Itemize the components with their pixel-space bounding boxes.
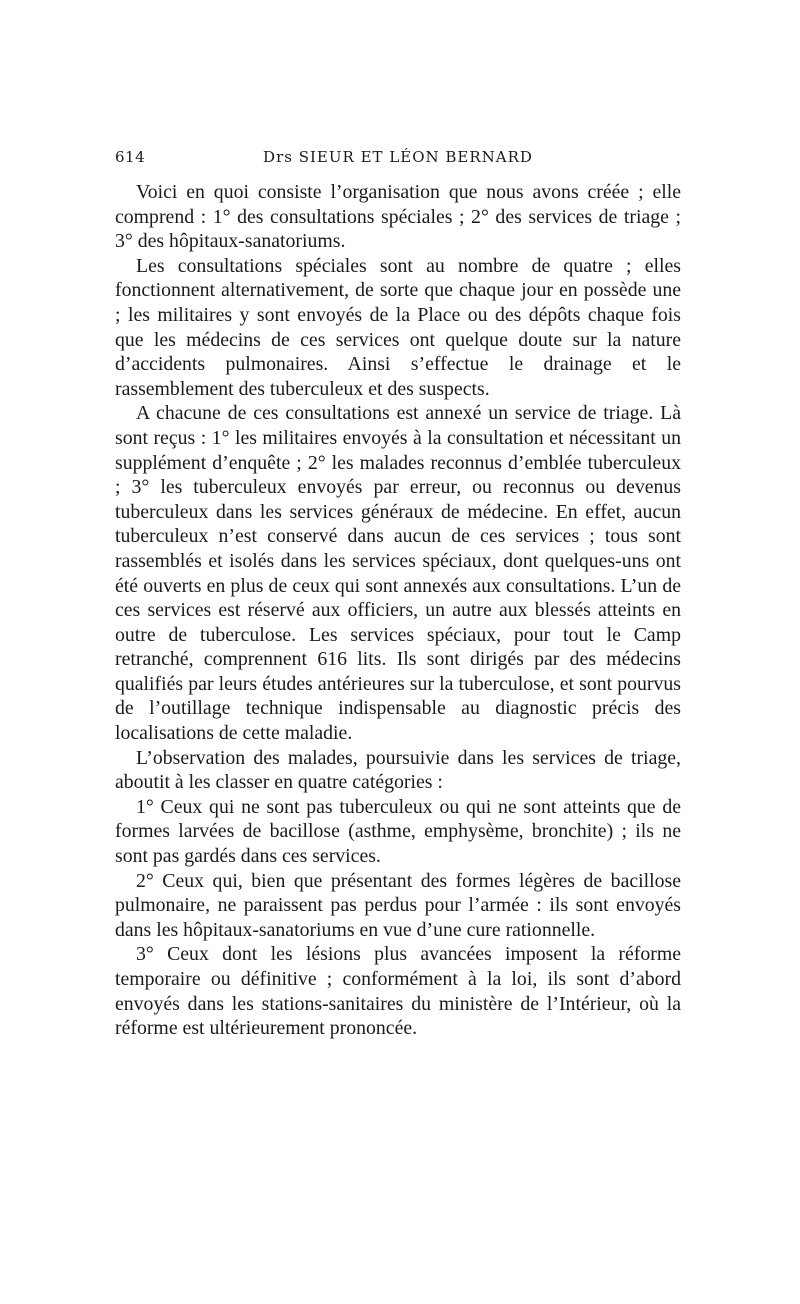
paragraph-category-3: 3° Ceux dont les lésions plus avancées imposent la réforme temporaire ou définitive ; conformément à la loi, ils sont d’abord envoyés dans les stations-sanitaires du ministère de l’Intérieur, où la réforme est ultérieurement prononcée. — [115, 943, 681, 1040]
header-title: Drs SIEUR ET LÉON BERNARD — [263, 148, 533, 166]
body-text — [115, 180, 681, 1041]
paragraph-category-2: 2° Ceux qui, bien que présentant des formes légères de bacillose pulmonaire, ne paraissent pas perdus pour l’armée : ils sont envoyés dans les hôpitaux-sanatoriums en vue d’une cure rationnelle. — [115, 869, 681, 941]
paragraph-categories-intro: L’observation des malades, poursuivie dans les services de triage, aboutit à les classer en quatre catégories : — [115, 746, 681, 794]
paragraph-organisation: Voici en quoi consiste l’organisation que nous avons créée ; elle comprend : 1° des consultations spéciales ; 2° des services de triage ; 3° des hôpitaux-sanatoriums. — [115, 181, 681, 253]
page-number: 614 — [115, 148, 146, 166]
running-header — [115, 148, 681, 172]
paragraph-consultations: Les consultations spéciales sont au nombre de quatre ; elles fonctionnent alternativement, de sorte que chaque jour en possède une ; les militaires y sont envoyés de la Place ou des dépôts chaque fois que les médecins de ces services ont quelque doute sur la nature d’accidents pulmonaires. Ainsi s’effectue le drainage et le rassemblement des tuberculeux et des suspects. — [115, 254, 681, 400]
paragraph-triage: A chacune de ces consultations est annexé un service de triage. Là sont reçus : 1° les militaires envoyés à la consultation et nécessitant un supplément d’enquête ; 2° les malades reconnus d’emblée tuberculeux ; 3° les tuberculeux envoyés par erreur, ou reconnus ou devenus tuberculeux dans les services généraux de médecine. En effet, aucun tuberculeux n’est conservé dans aucun de ces services ; tous sont rassemblés et isolés dans les services spéciaux, dont quelques-uns ont été ouverts en plus de ceux qui sont annexés aux consultations. L’un de ces services est réservé aux officiers, un autre aux blessés atteints en outre de tuberculose. Les services spéciaux, pour tout le Camp retranché, comprennent 616 lits. Ils sont dirigés par des médecins qualifiés par leurs études antérieures sur la tuberculose, et sont pourvus de l’outillage technique indispensable au diagnostic précis des localisations de cette maladie. — [115, 402, 681, 745]
paragraph-category-1: 1° Ceux qui ne sont pas tuberculeux ou qui ne sont atteints que de formes larvées de bacillose (asthme, emphysème, bronchite) ; ils ne sont pas gardés dans ces services. — [115, 795, 681, 868]
